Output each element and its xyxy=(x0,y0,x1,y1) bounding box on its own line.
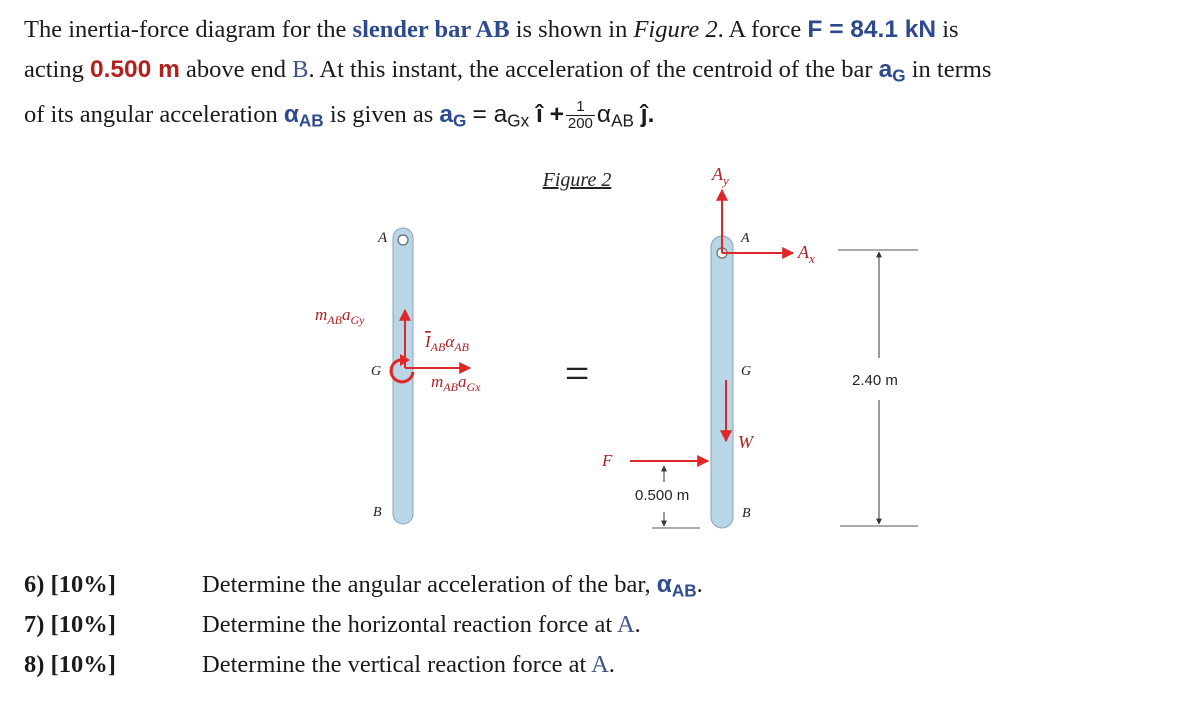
bar-name: slender bar AB xyxy=(352,16,510,43)
accel-symbol: $a_G$ xyxy=(878,56,906,86)
may-label: $m_{AB}a_{Gy}$ xyxy=(315,305,365,327)
text-run: is given as xyxy=(329,101,434,129)
question-number: 6) [10%] xyxy=(24,571,116,598)
force-F-label: F xyxy=(602,451,613,470)
fraction: $\frac{1}{200}$ xyxy=(567,98,593,133)
question-number: 8) [10%] xyxy=(24,651,116,678)
ia-label: $I_{AB}\alpha_{AB}$ xyxy=(425,332,469,354)
dim-small-label: 0.500 m xyxy=(635,487,690,504)
question-number: 7) [10%] xyxy=(24,611,116,638)
question-text: Determine the vertical reaction force at A. xyxy=(202,651,615,678)
end-label: B xyxy=(292,56,309,83)
max-label: $m_{AB}a_{Gx}$ xyxy=(431,372,481,394)
equals-sign: = xyxy=(564,349,590,398)
figure-ref: Figure 2 xyxy=(633,16,718,43)
alpha-symbol: $\alpha_{AB}$ xyxy=(283,101,324,131)
left-label-B: B xyxy=(373,505,382,520)
text-run: is shown in xyxy=(515,16,628,43)
weight-label: W xyxy=(738,432,753,452)
left-bar xyxy=(393,228,413,524)
text-run: The inertia-force diagram for the xyxy=(24,16,347,43)
right-label-B: B xyxy=(742,506,751,521)
force-value: F = 84.1 kN xyxy=(807,16,937,43)
distance-value: 0.500 m xyxy=(90,56,180,83)
right-label-A: A xyxy=(741,231,750,246)
text-run: of its angular acceleration xyxy=(24,101,278,129)
right-bar xyxy=(711,236,733,528)
text-run: . A force xyxy=(717,16,802,43)
text-run: . At this instant, the acceleration of the centroid of the bar xyxy=(308,56,873,83)
Ay-label: $A_y$ xyxy=(712,164,729,188)
text-run: above end xyxy=(186,56,287,83)
right-label-G: G xyxy=(741,364,752,379)
equation: = $a_{Gx}$ î + $\frac{1}{200}$ $\alpha_{AB}$ ĵ. xyxy=(472,98,655,133)
question-text: Determine the angular acceleration of the bar, $\alpha_{AB}$. xyxy=(202,571,703,601)
dim-large-label: 2.40 m xyxy=(852,372,898,389)
text-run: in terms xyxy=(911,56,992,83)
figure-title: Figure 2 xyxy=(542,169,612,191)
Ax-label: $A_x$ xyxy=(798,242,815,266)
left-label-A: A xyxy=(378,230,388,246)
text-run: is xyxy=(942,16,959,43)
left-pin-A xyxy=(398,235,408,245)
text-run: acting xyxy=(24,56,84,83)
left-label-G: G xyxy=(371,364,382,379)
question-text: Determine the horizontal reaction force at A. xyxy=(202,611,641,638)
accel-symbol: $a_G$ xyxy=(439,101,467,131)
